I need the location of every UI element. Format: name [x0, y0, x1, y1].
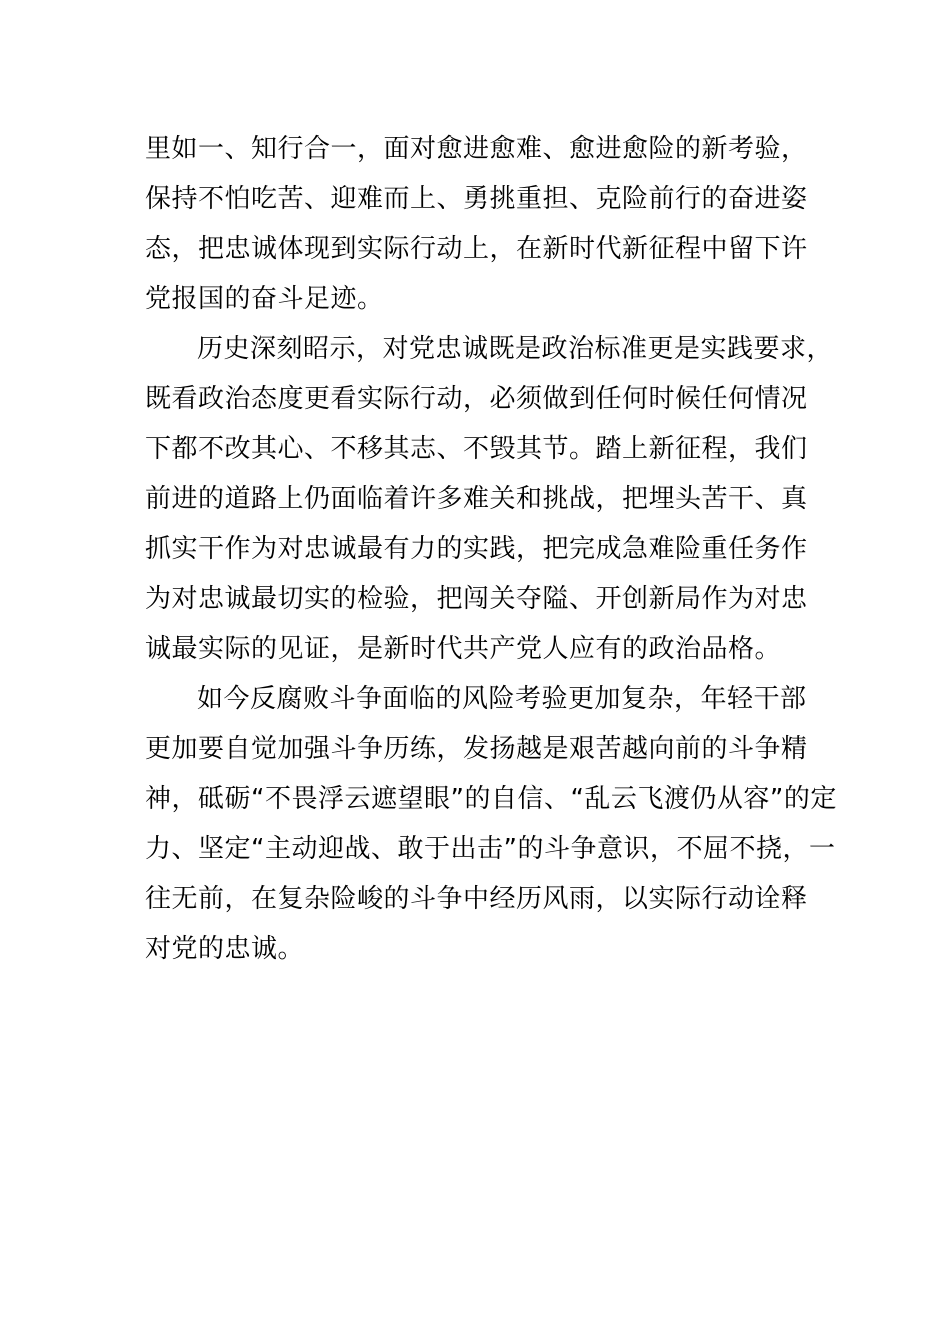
text-line: 里如一、知行合一，面对愈进愈难、愈进愈险的新考验， [145, 134, 808, 164]
text-line: 前进的道路上仍面临着许多难关和挑战，把埋头苦干、真 [145, 484, 808, 514]
text-line: 党报国的奋斗足迹。 [145, 284, 384, 314]
text-line: 诚最实际的见证，是新时代共产党人应有的政治品格。 [145, 634, 782, 664]
paragraph-start-line: 历史深刻昭示，对党忠诚既是政治标准更是实践要求， [197, 334, 834, 364]
document-body [145, 124, 845, 974]
text-line: 往无前，在复杂险峻的斗争中经历风雨，以实际行动诠释 [145, 884, 808, 914]
text-line: 力、坚定“主动迎战、敢于出击”的斗争意识，不屈不挠，一 [145, 834, 836, 864]
text-line: 对党的忠诚。 [145, 934, 305, 964]
text-line: 保持不怕吃苦、迎难而上、勇挑重担、克险前行的奋进姿 [145, 184, 808, 214]
text-line: 更加要自觉加强斗争历练，发扬越是艰苦越向前的斗争精 [145, 734, 808, 764]
paragraph-start-line: 如今反腐败斗争面临的风险考验更加复杂，年轻干部 [197, 684, 807, 714]
text-line: 态，把忠诚体现到实际行动上，在新时代新征程中留下许 [145, 234, 808, 264]
text-line: 抓实干作为对忠诚最有力的实践，把完成急难险重任务作 [145, 534, 808, 564]
text-line: 为对忠诚最切实的检验，把闯关夺隘、开创新局作为对忠 [145, 584, 808, 614]
text-line: 神，砥砺“不畏浮云遮望眼”的自信、“乱云飞渡仍从容”的定 [145, 784, 837, 814]
text-line: 下都不改其心、不移其志、不毁其节。踏上新征程，我们 [145, 434, 808, 464]
text-line: 既看政治态度更看实际行动，必须做到任何时候任何情况 [145, 384, 808, 414]
